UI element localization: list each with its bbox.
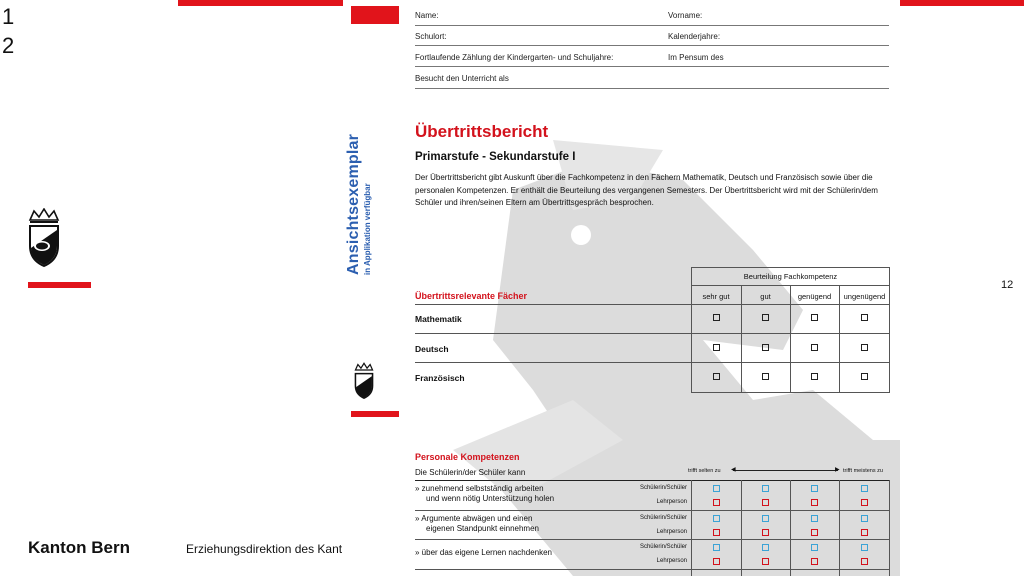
document-preview <box>343 0 900 576</box>
checkbox-lehrperson[interactable] <box>861 499 868 506</box>
table1-section-label: Übertrittsrelevante Fächer <box>415 291 528 301</box>
checkbox[interactable] <box>861 314 868 321</box>
checkbox[interactable] <box>811 314 818 321</box>
checkbox-schueler[interactable] <box>811 544 818 551</box>
checkbox-lehrperson[interactable] <box>811 529 818 536</box>
ansichtsexemplar-watermark <box>345 110 372 275</box>
competence-item-1-line2: und wenn nötig Unterstützung holen <box>426 494 555 503</box>
checkbox-lehrperson[interactable] <box>713 529 720 536</box>
role-schueler: Schülerin/Schüler <box>639 544 687 550</box>
divider <box>691 480 692 576</box>
checkbox-schueler[interactable] <box>762 544 769 551</box>
checkbox-schueler[interactable] <box>861 515 868 522</box>
scale-left: trifft selten zu <box>688 468 721 474</box>
competence-item-2-line1: » Argumente abwägen und einen <box>415 514 533 523</box>
field-kalenderjahre: Kalenderjahre: <box>668 32 721 41</box>
checkbox[interactable] <box>762 373 769 380</box>
role-schueler: Schülerin/Schüler <box>639 515 687 521</box>
checkbox-lehrperson[interactable] <box>811 499 818 506</box>
document-subtitle: Primarstufe - Sekundarstufe I <box>415 151 576 163</box>
checkbox[interactable] <box>811 344 818 351</box>
competence-item-1-line1: » zunehmend selbstständig arbeiten <box>415 484 544 493</box>
checkbox-lehrperson[interactable] <box>713 558 720 565</box>
field-name: Name: <box>415 11 439 20</box>
checkbox[interactable] <box>861 344 868 351</box>
field-pensum: Im Pensum des <box>668 53 724 62</box>
right-page-number: 12 <box>1001 279 1014 291</box>
checkbox[interactable] <box>811 373 818 380</box>
divider <box>741 285 742 393</box>
divider <box>415 480 890 481</box>
role-lehrperson: Lehrperson <box>656 499 687 505</box>
field-schulort: Schulort: <box>415 32 447 41</box>
checkbox-lehrperson[interactable] <box>861 529 868 536</box>
checkbox-schueler[interactable] <box>713 485 720 492</box>
divider <box>889 480 890 576</box>
checkbox-schueler[interactable] <box>861 544 868 551</box>
scale-arrow-head-right: ▶ <box>835 467 840 473</box>
divider <box>415 569 890 570</box>
document-title: Übertrittsbericht <box>415 122 549 141</box>
checkbox[interactable] <box>861 373 868 380</box>
checkbox-schueler[interactable] <box>762 485 769 492</box>
ansicht-sub: in Applikation verfügbar <box>363 183 372 275</box>
role-lehrperson: Lehrperson <box>656 529 687 535</box>
field-vorname: Vorname: <box>668 11 703 20</box>
divider <box>741 480 742 576</box>
col-ungenuegend: ungenügend <box>843 292 886 301</box>
table2-lead: Die Schülerin/der Schüler kann <box>415 468 526 477</box>
divider <box>790 480 791 576</box>
divider <box>839 480 840 576</box>
role-schueler: Schülerin/Schüler <box>639 485 687 491</box>
footer-direktion: Erziehungsdirektion des Kant <box>186 542 343 556</box>
scale-arrow-head-left: ◀ <box>731 467 736 473</box>
checkbox-schueler[interactable] <box>713 544 720 551</box>
checkbox[interactable] <box>713 344 720 351</box>
table2-section-label: Personale Kompetenzen <box>415 452 520 462</box>
role-lehrperson: Lehrperson <box>656 558 687 564</box>
document-intro: Der Übertrittsbericht gibt Auskunft über die Fachkompetenz in den Fächern Mathematik, Deutsch und Französisch sowie über die personalen Kompetenzen. Er enthält die Beurteilung des vergangenen Semesters. Der Übertrittsbericht wird mit der Schülerin/dem Schüler und ihren/seinen Eltern am Übertrittsgespräch besprochen. <box>415 173 878 207</box>
checkbox-schueler[interactable] <box>861 485 868 492</box>
checkbox[interactable] <box>762 314 769 321</box>
top-red-bar-left <box>178 0 343 6</box>
checkbox-lehrperson[interactable] <box>762 499 769 506</box>
competence-item-3 <box>415 548 552 558</box>
checkbox[interactable] <box>762 344 769 351</box>
table1-group-header: Beurteilung Fachkompetenz <box>743 272 838 281</box>
competence-item-2-line2: eigenen Standpunkt einnehmen <box>426 524 539 533</box>
field-zaehlung: Fortlaufende Zählung der Kindergarten- und Schuljahre: <box>415 53 614 62</box>
doc-red-marker <box>351 6 399 24</box>
left-red-bar <box>28 282 91 288</box>
divider <box>790 285 791 393</box>
checkbox-lehrperson[interactable] <box>861 558 868 565</box>
slide-number-bottom: 2 <box>2 33 15 58</box>
checkbox-lehrperson[interactable] <box>762 529 769 536</box>
col-sehr-gut: sehr gut <box>702 292 730 301</box>
field-besucht: Besucht den Unterricht als <box>415 74 509 83</box>
divider <box>415 66 889 67</box>
checkbox[interactable] <box>713 373 720 380</box>
subject-deutsch: Deutsch <box>415 344 449 354</box>
checkbox[interactable] <box>713 314 720 321</box>
divider <box>839 285 840 393</box>
subject-franzoesisch: Französisch <box>415 373 465 383</box>
checkbox-schueler[interactable] <box>762 515 769 522</box>
divider <box>415 45 889 46</box>
divider <box>415 510 890 511</box>
slide-number-top: 1 <box>2 4 15 29</box>
scale-right: trifft meistens zu <box>843 468 883 474</box>
checkbox-schueler[interactable] <box>713 515 720 522</box>
scale-arrow <box>731 467 840 473</box>
divider <box>415 25 889 26</box>
col-gut: gut <box>760 292 771 301</box>
bern-coat-of-arms-logo <box>26 208 62 268</box>
divider <box>415 304 890 305</box>
divider <box>415 88 889 89</box>
footer-kanton: Kanton Bern <box>28 538 130 557</box>
competence-item-2 <box>415 514 539 534</box>
checkbox-lehrperson[interactable] <box>811 558 818 565</box>
subject-mathematik: Mathematik <box>415 314 462 324</box>
divider <box>415 333 890 334</box>
ansicht-main: Ansichtsexemplar <box>345 133 362 275</box>
divider <box>415 362 890 363</box>
divider <box>415 539 890 540</box>
col-genuegend: genügend <box>797 292 832 301</box>
checkbox-lehrperson[interactable] <box>713 499 720 506</box>
checkbox-lehrperson[interactable] <box>762 558 769 565</box>
checkbox-schueler[interactable] <box>811 515 818 522</box>
competence-item-3-line1: » über das eigene Lernen nachdenken <box>415 548 552 557</box>
checkbox-schueler[interactable] <box>811 485 818 492</box>
competence-item-1 <box>415 484 554 504</box>
doc-red-bar <box>351 411 399 417</box>
top-red-bar-right <box>900 0 1024 6</box>
doc-coat-of-arms-logo <box>353 362 375 400</box>
